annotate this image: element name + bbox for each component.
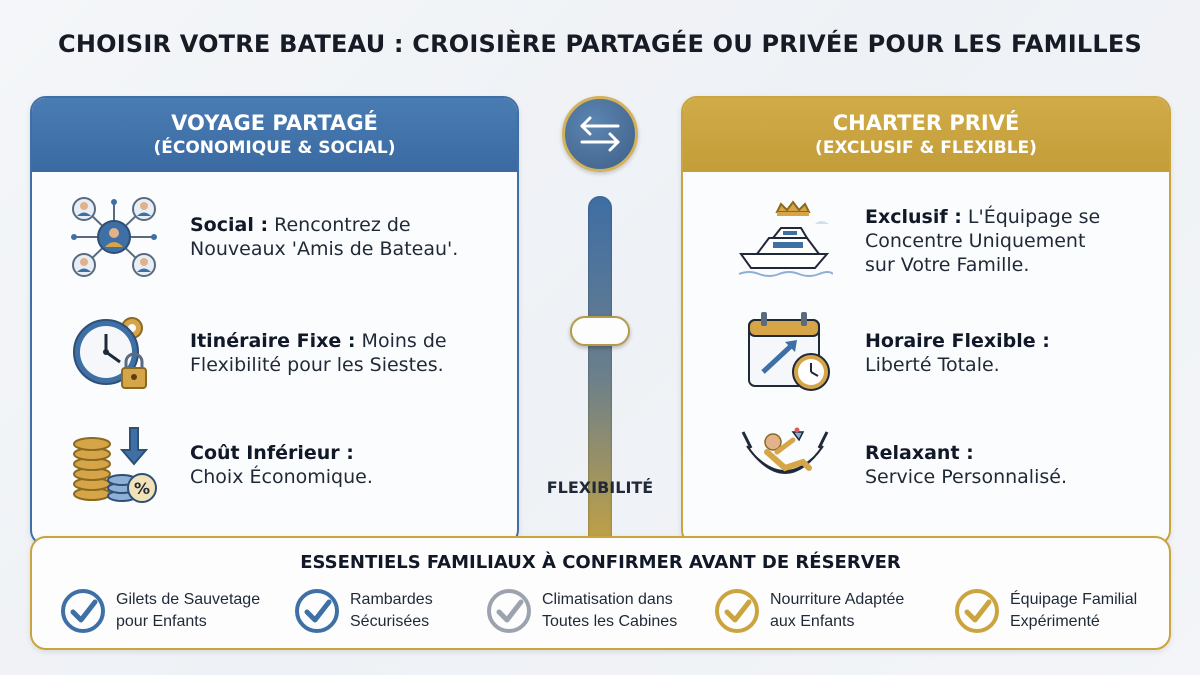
- slider-label: FLEXIBILITÉ: [546, 478, 654, 497]
- feature-exclusive: [737, 198, 1100, 284]
- page-title: CHOISIR VOTRE BATEAU : CROISIÈRE PARTAGÉE OU PRIVÉE POUR LES FAMILLES: [58, 30, 1142, 58]
- shared-subheading: (ÉCONOMIQUE & SOCIAL): [153, 138, 396, 158]
- family-essentials-panel: [30, 536, 1171, 650]
- check-circle-icon: [486, 588, 532, 634]
- essentials-title: ESSENTIELS FAMILIAUX À CONFIRMER AVANT DE RÉSERVER: [300, 552, 901, 573]
- feature-exclusive-text: Exclusif : L'Équipage se Concentre Uniquement sur Votre Famille.: [865, 206, 1101, 276]
- check-circle-icon: [294, 588, 340, 634]
- feature-fixed-itinerary-text: Itinéraire Fixe : Moins de Flexibilité pour les Siestes.: [190, 330, 447, 376]
- feature-social-text: Social : Rencontrez de Nouveaux 'Amis de Bateau'.: [190, 214, 459, 260]
- feature-relaxing-text: Relaxant : Service Personnalisé.: [865, 442, 1067, 488]
- svg-text:%: %: [133, 479, 151, 498]
- check-circle-icon: [714, 588, 760, 634]
- private-panel-header: [683, 98, 1169, 172]
- feature-fixed-itinerary: [66, 310, 447, 396]
- hammock-icon: [737, 422, 833, 508]
- yacht-crown-icon: [737, 198, 833, 284]
- flexibility-slider: [540, 96, 660, 506]
- essential-item-family-crew: Équipage Familial Expérimenté: [954, 588, 1137, 634]
- check-circle-icon: [60, 588, 106, 634]
- slider-track[interactable]: [588, 196, 612, 552]
- calendar-clock-icon: [737, 310, 833, 396]
- coins-discount-icon: [66, 422, 162, 508]
- essential-item-kids-food: Nourriture Adaptée aux Enfants: [714, 588, 904, 634]
- private-heading: CHARTER PRIVÉ: [832, 111, 1020, 135]
- essential-item-life-jackets: Gilets de Sauvetage pour Enfants: [60, 588, 260, 634]
- slider-thumb[interactable]: [570, 316, 630, 346]
- feature-social: [66, 194, 458, 280]
- private-subheading: (EXCLUSIF & FLEXIBLE): [815, 138, 1037, 158]
- swap-arrows-icon: [576, 114, 624, 154]
- feature-flexible-schedule: [737, 310, 1050, 396]
- shared-voyage-panel: [30, 96, 519, 546]
- private-charter-panel: [681, 96, 1171, 546]
- essential-item-railings: Rambardes Sécurisées: [294, 588, 433, 634]
- shared-panel-header: [32, 98, 517, 172]
- swap-button[interactable]: [562, 96, 638, 172]
- check-circle-icon: [954, 588, 1000, 634]
- feature-flexible-schedule-text: Horaire Flexible : Liberté Totale.: [865, 330, 1050, 376]
- feature-lower-cost: [66, 422, 373, 508]
- essential-item-air-conditioning: Climatisation dans Toutes les Cabines: [486, 588, 677, 634]
- feature-relaxing: [737, 422, 1067, 508]
- shared-heading: VOYAGE PARTAGÉ: [171, 111, 378, 135]
- clock-lock-icon: [66, 310, 162, 396]
- people-network-icon: [66, 194, 162, 280]
- feature-lower-cost-text: Coût Inférieur : Choix Économique.: [190, 442, 373, 488]
